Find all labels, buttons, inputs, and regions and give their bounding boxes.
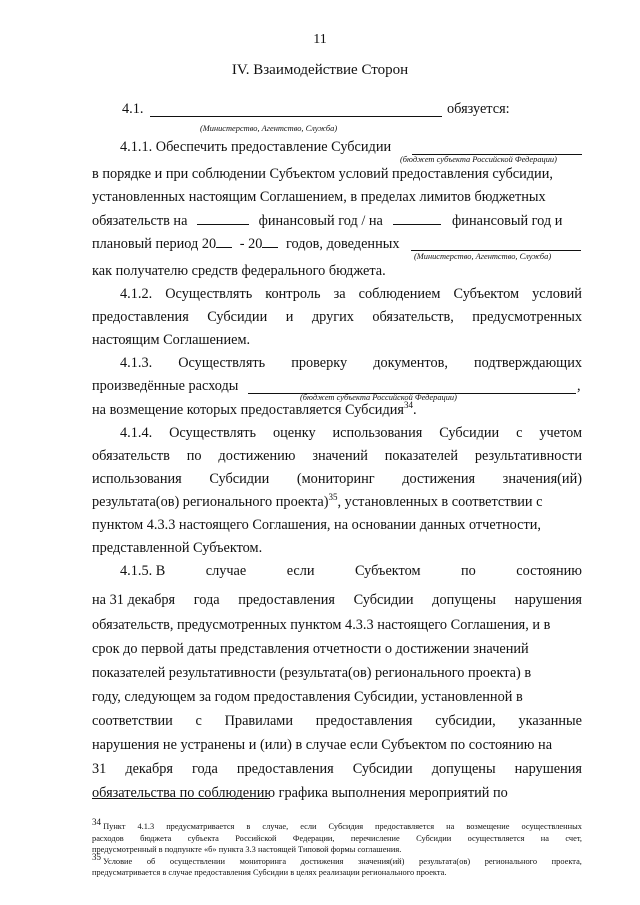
w: соблюдением xyxy=(358,286,441,302)
clause-4-1-5-line: обязательства по соблюдению графика выполнения мероприятий по xyxy=(92,785,508,801)
w: с xyxy=(195,713,202,729)
w: других xyxy=(311,309,354,325)
w: нарушения xyxy=(514,592,582,608)
w: $^{34}$ Пункт xyxy=(92,817,126,831)
w: субсидии, xyxy=(435,713,496,729)
w: допущены xyxy=(431,761,496,777)
w: в xyxy=(246,822,251,831)
clause-4-1-3-lead: произведённые расходы xyxy=(92,378,239,394)
clause-4-1-1-line: в порядке и при соблюдении Субъектом условий предоставления субсидии, xyxy=(92,166,553,182)
w: Осуществлять xyxy=(169,425,257,441)
authority-blank-2 xyxy=(411,250,581,251)
clause-4-1-5-line xyxy=(92,592,582,608)
w: условий xyxy=(532,286,582,302)
clause-4-1-5-line xyxy=(92,761,582,777)
clause-4-1-4-line: пунктом 4.3.3 настоящего Соглашения, на основании данных отчетности, xyxy=(92,517,541,533)
line-part: . xyxy=(412,402,417,418)
clause-4-1-3-line xyxy=(120,355,582,371)
w: года xyxy=(193,592,220,608)
year-blank xyxy=(197,212,249,225)
w: декабря xyxy=(125,761,174,777)
w: использования xyxy=(92,471,182,487)
year-blank xyxy=(393,212,441,225)
w: на 31 декабря xyxy=(92,592,176,608)
w: регионального xyxy=(484,857,538,866)
comma: , xyxy=(577,378,581,394)
footnote-34-line xyxy=(92,817,582,832)
footnote-separator xyxy=(92,798,270,799)
authority-hint: (Министерство, Агентство, Служба) xyxy=(200,124,338,133)
w: осуществленных xyxy=(521,822,582,831)
clause-4-1-2-last: настоящим Соглашением. xyxy=(92,332,251,348)
w: достижению xyxy=(218,448,296,464)
w: предоставляется xyxy=(375,822,435,831)
w: контроль xyxy=(265,286,321,302)
w: с xyxy=(516,425,523,441)
line-part: финансовый год / на xyxy=(258,213,383,229)
clause-4-1-1-line xyxy=(92,235,400,252)
clause-4-1-5-line xyxy=(92,713,582,729)
clause-4-1-5-line: обязательств, предусмотренных пунктом 4.3.3 настоящего Соглашения, и в xyxy=(92,617,551,633)
w: Правилами xyxy=(224,713,293,729)
w: результата(ов) xyxy=(419,857,471,866)
w: об xyxy=(146,857,156,866)
w: по xyxy=(186,448,202,464)
year-blank xyxy=(216,235,232,248)
clause-4-1-2-line xyxy=(92,309,582,325)
footnote-34-last: предусмотренный в подпункте «б» пункта 3.3 настоящей Типовой формы соглашения. xyxy=(92,845,402,854)
w: документов, xyxy=(373,355,448,371)
w: Субсидии xyxy=(352,761,413,777)
w: на xyxy=(446,822,455,831)
w: предусматривается xyxy=(166,822,235,831)
w: Осуществлять xyxy=(178,355,266,371)
w: 4.1.3. xyxy=(120,355,153,371)
w: Субсидия xyxy=(328,822,364,831)
w: нарушения xyxy=(514,761,582,777)
w: допущены xyxy=(432,592,497,608)
line-part: на возмещение которых предоставляется Субсидия xyxy=(92,402,404,418)
budget-hint: (бюджет субъекта Российской Федерации) xyxy=(400,155,557,164)
clause-4-1-5-line: году, следующем за годом предоставления Субсидии, установленной в xyxy=(92,689,523,705)
w: если xyxy=(286,563,315,579)
clause-4-1-4-line xyxy=(92,448,582,464)
line-part: годов, доведенных xyxy=(286,236,400,252)
w: 31 xyxy=(92,761,107,777)
clause-4-1-4-line xyxy=(120,425,582,441)
w: предоставления xyxy=(315,713,413,729)
clause-4-1-5-line: показателей результативности (результата(ов) регионального проекта) в xyxy=(92,665,532,681)
footnote-num: 35 xyxy=(92,852,101,863)
w: подтверждающих xyxy=(473,355,582,371)
w: бюджета xyxy=(140,834,172,843)
clause-4-1-4-line xyxy=(92,494,542,510)
w: $^{35}$ Условие xyxy=(92,852,133,866)
w: случае xyxy=(205,563,247,579)
footnote-ref: 35 xyxy=(328,492,338,503)
w: показателей xyxy=(384,448,459,464)
w: 4.1.3 xyxy=(137,822,155,831)
w: за xyxy=(333,286,346,302)
w: значения(ий) xyxy=(502,471,582,487)
w: осуществлении xyxy=(169,857,226,866)
w: на xyxy=(540,834,549,843)
budget-hint-2: (бюджет субъекта Российской Федерации) xyxy=(300,393,457,402)
w: указанные xyxy=(518,713,582,729)
w: предоставления xyxy=(236,761,334,777)
w: Российской xyxy=(235,834,277,843)
w: результативности xyxy=(474,448,582,464)
w: Субсидии xyxy=(207,309,268,325)
year-blank xyxy=(262,235,278,248)
w: соответствии xyxy=(92,713,173,729)
line-part: плановый период 20 xyxy=(92,236,217,252)
clause-4-1-3-line xyxy=(92,402,417,418)
w: 4.1.5. В xyxy=(120,563,166,579)
page-number: 11 xyxy=(313,32,327,47)
w: достижения xyxy=(300,857,344,866)
clause-4-1-5-line xyxy=(120,563,582,579)
clause-4-1-1-lead: 4.1.1. Обеспечить предоставление Субсидии xyxy=(120,139,392,155)
w: если xyxy=(300,822,317,831)
clause-4-1-4-line xyxy=(92,471,582,487)
w: Субсидии xyxy=(416,834,452,843)
w: Субъектом xyxy=(355,563,421,579)
w: Субсидии xyxy=(209,471,270,487)
w: мониторинга xyxy=(239,857,287,866)
clause-4-1-5-line: нарушения не устранены и (или) в случае если Субъектом по состоянию на xyxy=(92,737,553,753)
clause-4-1-verb: обязуется: xyxy=(447,101,510,117)
w: субъекта xyxy=(187,834,219,843)
clause-4-1-5-line: срок до первой даты представления отчетности о достижении значений xyxy=(92,641,529,657)
clause-4-1-2-line xyxy=(120,286,582,302)
w: по xyxy=(461,563,476,579)
section-title: IV. Взаимодействие Сторон xyxy=(231,62,409,78)
w: обязательств xyxy=(92,448,170,464)
w: проекта, xyxy=(551,857,582,866)
w: возмещение xyxy=(466,822,510,831)
w: использования xyxy=(332,425,423,441)
w: Субсидии xyxy=(353,592,414,608)
authority-blank xyxy=(150,116,442,117)
w: 4.1.2. xyxy=(120,286,153,302)
footnote-ref: 34 xyxy=(403,400,413,411)
w: Осуществлять xyxy=(165,286,253,302)
clause-4-1-4-last: представленной Субъектом. xyxy=(92,540,263,556)
w: достижения xyxy=(402,471,476,487)
w: счет, xyxy=(565,834,582,843)
line-part: финансовый год и xyxy=(452,213,563,229)
w: предоставления xyxy=(92,309,189,325)
line-part: результата(ов) регионального проекта) xyxy=(92,494,329,510)
w: состоянию xyxy=(516,563,582,579)
w: случае, xyxy=(262,822,289,831)
w: 4.1.4. xyxy=(120,425,153,441)
footnote-num: 34 xyxy=(92,817,101,828)
clause-4-1-1-line: установленных настоящим Соглашением, в пределах лимитов бюджетных xyxy=(92,189,546,205)
footnote-35-line xyxy=(92,852,582,867)
w: значения(ий) xyxy=(357,857,405,866)
w: обязательств, xyxy=(372,309,454,325)
clause-4-1-1-line xyxy=(92,212,562,229)
w: расходов xyxy=(92,834,124,843)
w: значений xyxy=(312,448,368,464)
line-part: , установленных в соответствии с xyxy=(337,494,543,510)
w: предоставления xyxy=(238,592,335,608)
w: предусмотренных xyxy=(472,309,582,325)
footnote-35-last: предусматривается в случае предоставления Субсидии в целях реализации регионального проекта. xyxy=(92,868,447,877)
w: и xyxy=(285,309,294,325)
clause-4-1-1-line: как получателю средств федерального бюджета. xyxy=(92,263,386,279)
w: осуществляется xyxy=(467,834,525,843)
clause-4-1-label: 4.1. xyxy=(122,101,144,117)
w: года xyxy=(192,761,218,777)
w: оценку xyxy=(272,425,316,441)
w: Субъектом xyxy=(453,286,520,302)
w: Субсидии xyxy=(439,425,500,441)
w: перечисление xyxy=(350,834,400,843)
line-part: - 20 xyxy=(239,236,263,252)
w: проверку xyxy=(291,355,348,371)
footnote-34-line xyxy=(92,834,582,844)
w: (мониторинг xyxy=(296,471,375,487)
w: Федерации, xyxy=(292,834,335,843)
w: учетом xyxy=(539,425,582,441)
line-part: обязательств на xyxy=(92,213,188,229)
authority-hint-2: (Министерство, Агентство, Служба) xyxy=(414,252,552,261)
